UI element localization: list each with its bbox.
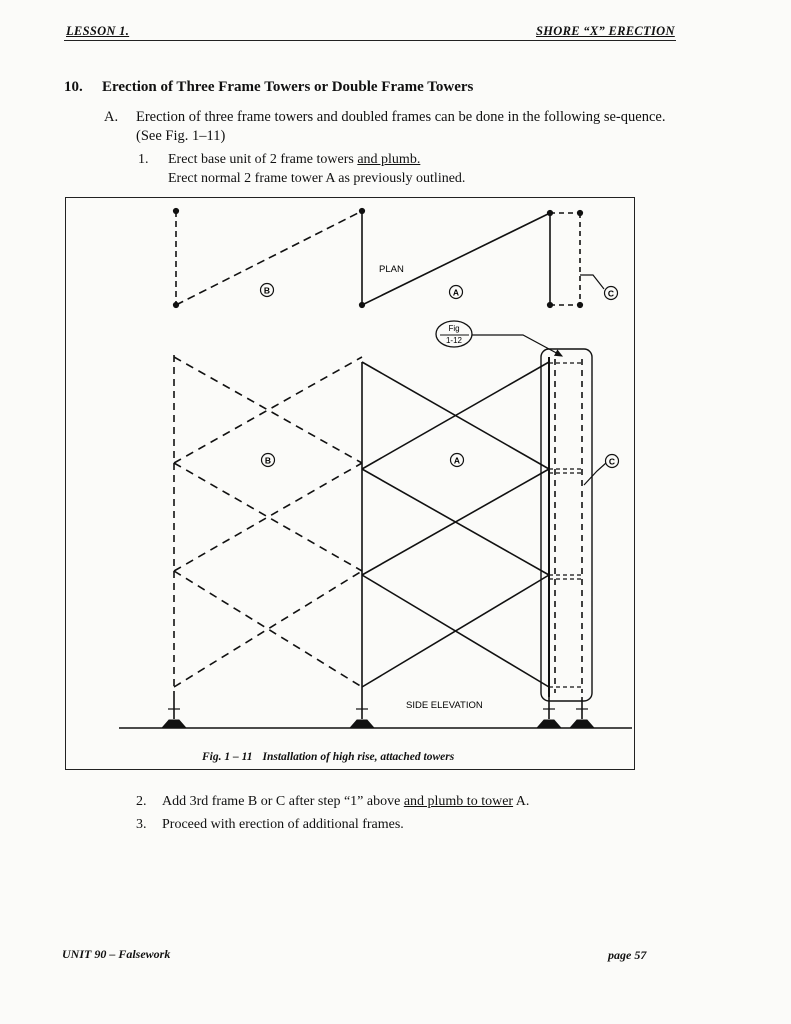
side-elevation-label: SIDE ELEVATION — [406, 700, 483, 711]
step-2-suffix: A. — [513, 794, 530, 809]
plan-post-node — [360, 209, 365, 214]
plan-post-node — [578, 303, 583, 308]
step-3-label: 3. — [136, 817, 147, 832]
section-number: 10. — [64, 79, 83, 95]
figure-caption-label: Fig. 1 – 11 — [202, 751, 253, 763]
svg-text:B: B — [264, 455, 272, 466]
elev-a-bracing — [362, 362, 549, 687]
base-jack-a-left — [350, 697, 374, 728]
elev-c-rungs — [549, 363, 582, 687]
figure-caption — [202, 751, 454, 763]
step-2-underlined: and plumb to tower — [403, 794, 514, 809]
figure-drawing — [65, 197, 635, 770]
elev-callout-a — [451, 454, 464, 467]
elev-callout-c — [606, 455, 619, 468]
svg-text:C: C — [608, 456, 616, 467]
header-rule — [64, 40, 676, 41]
svg-text:Fig: Fig — [448, 324, 460, 333]
svg-text:A: A — [452, 287, 460, 298]
plan-post-node — [578, 211, 583, 216]
step-1-label: 1. — [138, 152, 149, 167]
elev-b-bracing — [174, 357, 362, 687]
plan-view — [174, 209, 604, 308]
plan-post-node — [360, 303, 365, 308]
figure-caption-text: Installation of high rise, attached towers — [262, 751, 455, 763]
svg-text:1-12: 1-12 — [445, 336, 463, 345]
plan-post-node — [548, 211, 553, 216]
footer-page: page 57 — [608, 948, 647, 962]
section-title: Erection of Three Frame Towers or Double Frame Towers — [102, 79, 474, 95]
header-lesson: LESSON 1. — [66, 24, 130, 38]
section-heading — [64, 79, 473, 96]
step-1 — [138, 150, 465, 188]
svg-text:A: A — [453, 455, 461, 466]
header-topic: SHORE “X” ERECTION — [536, 24, 675, 38]
base-jack-b — [162, 697, 186, 728]
base-jacks — [162, 697, 594, 728]
footer-unit: UNIT 90 – Falsework — [62, 947, 171, 961]
step-2 — [136, 794, 529, 810]
plan-post-node — [174, 303, 179, 308]
plan-post-node — [174, 209, 179, 214]
step-3-text: Proceed with erection of additional frames. — [162, 817, 404, 832]
svg-text:C: C — [607, 288, 615, 299]
step-1-line1: Erect base unit of 2 frame towers — [168, 152, 358, 167]
step-1-underlined: and plumb. — [357, 152, 421, 167]
elev-callout-b — [262, 454, 275, 467]
step-3 — [136, 817, 404, 833]
plan-callout-b — [261, 284, 274, 297]
step-1-line2: Erect normal 2 frame tower A as previously outlined. — [168, 171, 466, 186]
step-2-label: 2. — [136, 794, 147, 809]
plan-callout-a — [450, 286, 463, 299]
side-elevation — [119, 349, 632, 728]
plan-callout-c — [605, 287, 618, 300]
paragraph-a — [104, 108, 679, 146]
paragraph-a-label: A. — [104, 109, 119, 125]
plan-c-leader — [580, 275, 604, 289]
elev-c-leader — [584, 463, 606, 485]
plan-post-node — [548, 303, 553, 308]
plan-label: PLAN — [379, 264, 404, 275]
paragraph-a-text: Erection of three frame towers and doubled frames can be done in the following se-quence. (See Fig. 1–11) — [136, 109, 666, 144]
svg-text:B: B — [263, 285, 271, 296]
step-2-text: Add 3rd frame B or C after step “1” above — [162, 794, 404, 809]
